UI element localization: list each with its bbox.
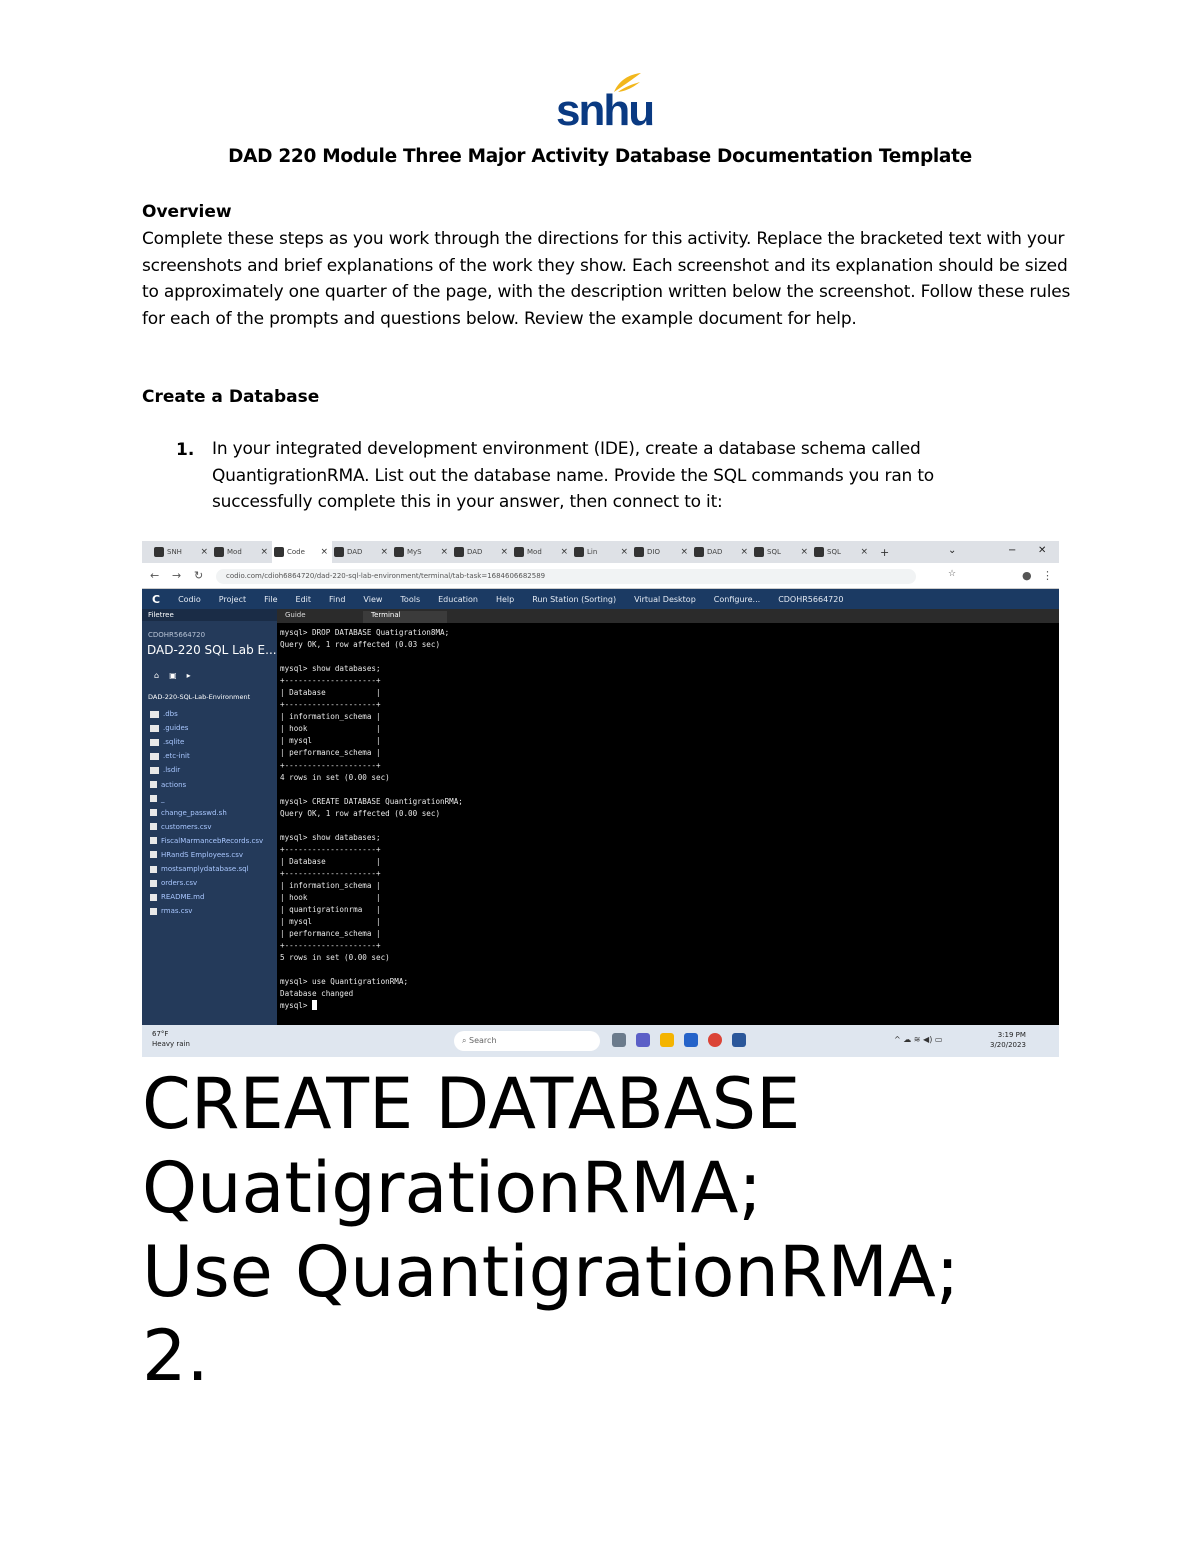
- terminal-line: +--------------------+: [280, 760, 381, 770]
- codio-logo-icon: C: [152, 592, 161, 606]
- terminal-line: +--------------------+: [280, 700, 381, 710]
- list-number: 1.: [176, 440, 195, 460]
- tree-file[interactable]: [150, 806, 275, 820]
- filetree-tab[interactable]: Filetree: [142, 609, 277, 621]
- tab-label: Mod: [527, 548, 542, 556]
- tab-close-icon[interactable]: ×: [380, 547, 388, 557]
- tree-folder[interactable]: [150, 763, 275, 777]
- terminal-line: | information_schema |: [280, 880, 381, 890]
- menu-item[interactable]: Configure...: [713, 594, 761, 604]
- tab-label: DAD: [707, 548, 723, 556]
- terminal-line: | hook |: [280, 893, 381, 903]
- tab-favicon-icon: [754, 547, 764, 557]
- tree-item-label: .sqlite: [163, 738, 185, 747]
- document-title: DAD 220 Module Three Major Activity Database Documentation Template: [228, 146, 972, 167]
- file-tree-panel: [142, 609, 277, 1025]
- terminal-line: mysql> show databases;: [280, 664, 381, 674]
- tab-close-icon[interactable]: ×: [800, 547, 808, 557]
- terminal-cursor: [312, 1000, 317, 1010]
- item-text: In your integrated development environment (IDE), create a database schema called QuantigrationRMA. List out the database name. Provide the SQL commands you ran to successfully complete this in your answer, then connect to it:: [212, 439, 934, 513]
- tab-favicon-icon: [394, 547, 404, 557]
- terminal-line: | mysql |: [280, 736, 381, 746]
- tab-favicon-icon: [694, 547, 704, 557]
- terminal-line: | hook |: [280, 724, 381, 734]
- browser-tab[interactable]: [332, 541, 392, 563]
- tree-item-label: change_passwd.sh: [161, 808, 227, 817]
- tab-close-icon[interactable]: ×: [680, 547, 688, 557]
- reload-icon[interactable]: ↻: [194, 569, 204, 582]
- tab-favicon-icon: [154, 547, 164, 557]
- terminal-line: mysql> DROP DATABASE Quatigration8MA;: [280, 628, 450, 637]
- tab-label: MyS: [407, 548, 422, 556]
- tab-label: DAD: [347, 548, 363, 556]
- tab-close-icon[interactable]: ×: [860, 547, 868, 557]
- tree-item-label: .lsdir: [163, 766, 181, 775]
- terminal-line: Query OK, 1 row affected (0.00 sec): [280, 808, 441, 818]
- terminal-line: +--------------------+: [280, 844, 381, 854]
- file-icon: [150, 880, 157, 887]
- terminal-line: | Database |: [280, 856, 381, 866]
- windows-taskbar: [142, 1025, 1059, 1057]
- weather-desc: Heavy rain: [152, 1040, 190, 1048]
- terminal-line: +--------------------+: [280, 868, 381, 878]
- file-tree: [150, 707, 275, 918]
- search-label: Search: [469, 1036, 497, 1045]
- create-database-heading: Create a Database: [142, 387, 320, 407]
- snhu-logo: [556, 72, 654, 135]
- answer-line: Use QuantigrationRMA;: [142, 1231, 960, 1313]
- terminal-line: | quantigrationrma |: [280, 905, 381, 915]
- tab-close-icon[interactable]: ×: [260, 547, 268, 557]
- tree-item-label: .dbs: [163, 710, 178, 719]
- folder-icon: [150, 711, 159, 718]
- tree-item-label: HRandS Employees.csv: [161, 850, 243, 859]
- browser-tab[interactable]: [632, 541, 692, 563]
- tree-file[interactable]: [150, 890, 275, 904]
- tab-guide[interactable]: Guide: [285, 611, 306, 619]
- chrome-icon[interactable]: [708, 1033, 722, 1047]
- tree-item-label: .etc-init: [163, 752, 190, 761]
- editor-tabs: [277, 609, 1059, 623]
- file-icon: [150, 795, 157, 802]
- close-icon[interactable]: ✕: [1038, 545, 1047, 556]
- forward-icon[interactable]: →: [172, 569, 182, 582]
- tree-folder[interactable]: [150, 707, 275, 721]
- folder-icon: [150, 739, 159, 746]
- terminal-line: | Database |: [280, 688, 381, 698]
- tab-favicon-icon: [634, 547, 644, 557]
- clock-date: 3/20/2023: [990, 1041, 1026, 1049]
- taskbar-apps: [612, 1033, 746, 1047]
- tree-folder[interactable]: [150, 749, 275, 763]
- profile-icon[interactable]: ●: [1022, 569, 1032, 582]
- new-tab-icon[interactable]: +: [880, 545, 890, 559]
- tab-close-icon[interactable]: ×: [200, 547, 208, 557]
- weather-widget[interactable]: [152, 1029, 190, 1049]
- tab-close-icon[interactable]: ×: [500, 547, 508, 557]
- tab-label: DIO: [647, 548, 660, 556]
- terminal-line: | performance_schema |: [280, 748, 381, 758]
- tree-file[interactable]: [150, 848, 275, 862]
- menu-item[interactable]: View: [363, 594, 383, 604]
- list-item-text: [212, 436, 1012, 516]
- overview-text: Complete these steps as you work through the directions for this activity. Replace the bracketed text with your screenshots and brief explanations of the work they show. Each screenshot and its explanation should be sized to approximately one quarter of the page, with the description written below the screenshot. Follow these rules for each of the prompts and questions below. Review the example document for help.: [142, 229, 1071, 329]
- file-icon: [150, 837, 157, 844]
- tree-folder[interactable]: [150, 721, 275, 735]
- minimize-icon[interactable]: ⌄: [948, 545, 957, 556]
- tree-item-label: orders.csv: [161, 879, 198, 888]
- star-icon[interactable]: ☆: [948, 569, 957, 579]
- browser-tab[interactable]: [152, 541, 212, 563]
- tab-close-icon[interactable]: ×: [740, 547, 748, 557]
- address-bar: [142, 563, 1059, 589]
- terminal-line: | information_schema |: [280, 712, 381, 722]
- word-icon[interactable]: [732, 1033, 746, 1047]
- terminal-line: [280, 651, 1056, 663]
- terminal-line: mysql> show databases;: [280, 832, 381, 842]
- tree-item-label: mostsamplydatabase.sql: [161, 865, 249, 874]
- teams-icon[interactable]: [636, 1033, 650, 1047]
- user-id: CDOHR5664720: [148, 631, 206, 639]
- tree-item-label: actions: [161, 780, 187, 789]
- file-icon: [150, 809, 157, 816]
- folder-icon: [150, 753, 159, 760]
- tree-item-label: README.md: [161, 893, 205, 902]
- weather-temp: 67°F: [152, 1030, 169, 1038]
- browser-tab[interactable]: [452, 541, 512, 563]
- tab-favicon-icon: [274, 547, 284, 557]
- tab-label: DAD: [467, 548, 483, 556]
- tab-label: SNH: [167, 548, 182, 556]
- file-icon: [150, 851, 157, 858]
- clock-time: 3:19 PM: [997, 1031, 1026, 1039]
- browser-tab[interactable]: [752, 541, 812, 563]
- tree-root[interactable]: DAD-220-SQL-Lab-Environment: [148, 693, 251, 701]
- tab-favicon-icon: [334, 547, 344, 557]
- browser-tab[interactable]: [692, 541, 752, 563]
- terminal-line: +--------------------+: [280, 941, 381, 951]
- answer-line: QuatigrationRMA;: [142, 1147, 762, 1229]
- ide-screenshot: [142, 541, 1059, 1057]
- tree-item-label: _: [161, 794, 165, 803]
- tab-favicon-icon: [214, 547, 224, 557]
- menu-item[interactable]: Help: [495, 594, 515, 604]
- back-icon[interactable]: ←: [150, 569, 160, 582]
- menu-item[interactable]: CDOHR5664720: [778, 594, 844, 604]
- menu-item[interactable]: Find: [329, 594, 346, 604]
- file-icon: [150, 866, 157, 873]
- tree-file[interactable]: [150, 777, 275, 791]
- menu-item[interactable]: Run Station (Sorting): [532, 594, 617, 604]
- url-field[interactable]: codio.com/cdioh6864720/dad-220-sql-lab-environment/terminal/tab-task=1684606682589: [216, 569, 916, 584]
- menu-item[interactable]: Education: [438, 594, 478, 604]
- terminal-line: 5 rows in set (0.00 sec): [280, 953, 390, 963]
- terminal-line: 4 rows in set (0.00 sec): [280, 772, 390, 782]
- tree-file[interactable]: [150, 820, 275, 834]
- tree-item-label: customers.csv: [161, 822, 212, 831]
- file-icon: [150, 894, 157, 901]
- tab-close-icon[interactable]: ×: [320, 547, 328, 557]
- menu-icon[interactable]: ⋮: [1042, 569, 1053, 582]
- edge-icon[interactable]: [684, 1033, 698, 1047]
- browser-tab-bar: [142, 541, 1059, 563]
- tab-label: SQL: [827, 548, 841, 556]
- overview-heading: Overview: [142, 202, 232, 222]
- folder-icon: [150, 725, 159, 732]
- project-title: DAD-220 SQL Lab E...: [147, 643, 277, 657]
- tree-item-label: rmas.csv: [161, 907, 193, 916]
- tab-label: Code: [287, 548, 305, 556]
- file-icon: [150, 908, 157, 915]
- sidebar-tools[interactable]: ⌂▣▸: [154, 671, 201, 680]
- menu-item[interactable]: Tools: [400, 594, 421, 604]
- tab-label: SQL: [767, 548, 781, 556]
- tab-close-icon[interactable]: ×: [440, 547, 448, 557]
- browser-tab[interactable]: [512, 541, 572, 563]
- tree-file[interactable]: [150, 904, 275, 918]
- tab-terminal[interactable]: Terminal: [363, 611, 447, 623]
- system-tray-icons[interactable]: ^ ☁ ≋ ◀) ▭: [894, 1035, 943, 1044]
- terminal-line: mysql> use QuantigrationRMA;: [280, 977, 409, 987]
- terminal-line: mysql> CREATE DATABASE QuantigrationRMA;: [280, 796, 463, 806]
- logo-text: snhu: [556, 86, 654, 135]
- terminal-line: | performance_schema |: [280, 929, 381, 939]
- tab-favicon-icon: [454, 547, 464, 557]
- tab-close-icon[interactable]: ×: [620, 547, 628, 557]
- file-icon: [150, 781, 157, 788]
- tree-item-label: .guides: [163, 724, 189, 733]
- file-explorer-icon[interactable]: [660, 1033, 674, 1047]
- browser-tab[interactable]: [272, 541, 332, 563]
- menu-item[interactable]: Project: [218, 594, 247, 604]
- restore-icon[interactable]: −: [1008, 545, 1017, 556]
- tree-folder[interactable]: [150, 735, 275, 749]
- tree-file[interactable]: [150, 876, 275, 890]
- menu-item[interactable]: Codio: [178, 594, 201, 604]
- file-icon: [150, 823, 157, 830]
- codio-menu-bar: [142, 589, 1059, 609]
- menu-item[interactable]: Edit: [295, 594, 312, 604]
- terminal-line: [280, 964, 1056, 976]
- tree-item-label: FiscalMarmancebRecords.csv: [161, 836, 264, 845]
- task-view-icon[interactable]: [612, 1033, 626, 1047]
- browser-tab[interactable]: [572, 541, 632, 563]
- answer-line: CREATE DATABASE: [142, 1063, 801, 1145]
- taskbar-search[interactable]: [454, 1031, 600, 1051]
- terminal-line: mysql>: [280, 1000, 1056, 1012]
- menu-item[interactable]: Virtual Desktop: [634, 594, 696, 604]
- answer-line: 2.: [142, 1315, 209, 1397]
- browser-tab[interactable]: [212, 541, 272, 563]
- tab-favicon-icon: [814, 547, 824, 557]
- terminal-line: | mysql |: [280, 917, 381, 927]
- terminal-line: Query OK, 1 row affected (0.03 sec): [280, 640, 441, 650]
- search-icon: ⌕: [462, 1036, 470, 1045]
- tree-file[interactable]: [150, 862, 275, 876]
- tab-label: Lin: [587, 548, 598, 556]
- tree-file[interactable]: [150, 792, 275, 806]
- terminal-line: +--------------------+: [280, 676, 381, 686]
- terminal-line: Database changed: [280, 989, 354, 999]
- browser-tab[interactable]: [812, 541, 872, 563]
- tab-close-icon[interactable]: ×: [560, 547, 568, 557]
- tree-file[interactable]: [150, 834, 275, 848]
- menu-item[interactable]: File: [264, 594, 278, 604]
- answer-text: [142, 1062, 1192, 1398]
- terminal-line: [280, 820, 1056, 832]
- tab-favicon-icon: [514, 547, 524, 557]
- clock[interactable]: [990, 1030, 1026, 1050]
- browser-tab[interactable]: [392, 541, 452, 563]
- tab-favicon-icon: [574, 547, 584, 557]
- terminal-output[interactable]: [277, 623, 1059, 1025]
- tab-label: Mod: [227, 548, 242, 556]
- terminal-line: [280, 784, 1056, 796]
- folder-icon: [150, 767, 159, 774]
